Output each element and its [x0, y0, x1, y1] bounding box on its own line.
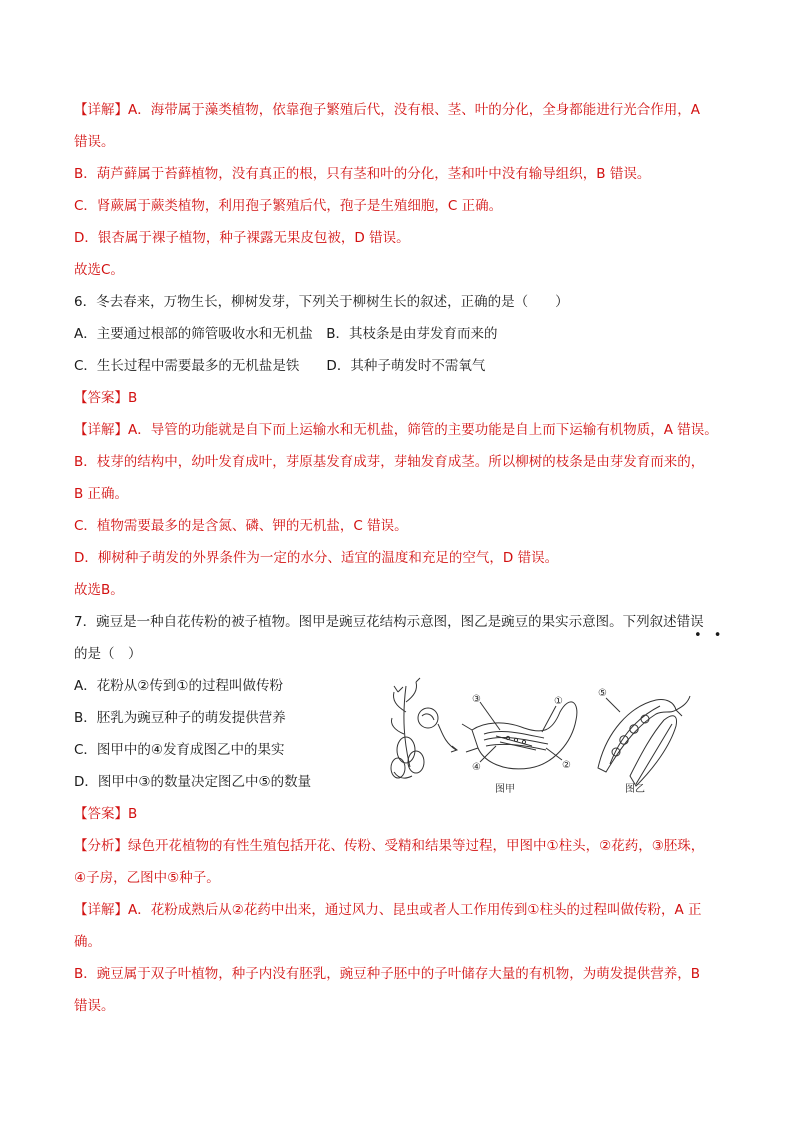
q6-explanation-line: D．柳树种子萌发的外界条件为一定的水分、适宜的温度和充足的空气，D 错误。: [74, 550, 559, 566]
figure-caption-b: 图乙: [625, 784, 645, 795]
pea-pod-illustration: [598, 696, 690, 786]
q5-conclusion: 故选C。: [74, 262, 124, 278]
emphasis-dots: • •: [694, 628, 726, 643]
q7-option-b: B．胚乳为豌豆种子的萌发提供营养: [74, 710, 286, 726]
q7-explanation-line: 错误。: [74, 998, 115, 1014]
figure-label-2: ②: [562, 760, 571, 771]
q5-explanation-line: B．葫芦藓属于苔藓植物，没有真正的根，只有茎和叶的分化，茎和叶中没有输导组织，B 错误。: [74, 166, 651, 182]
q7-option-d: D．图甲中③的数量决定图乙中⑤的数量: [74, 774, 312, 790]
q7-option-a: A．花粉从②传到①的过程叫做传粉: [74, 678, 283, 694]
q6-explanation-line: B 正确。: [74, 486, 129, 502]
figure-label-3: ③: [472, 694, 481, 705]
q5-explanation-line: D．银杏属于裸子植物，种子裸露无果皮包被，D 错误。: [74, 230, 410, 246]
q7-explanation-line: B．豌豆属于双子叶植物，种子内没有胚乳，豌豆种子胚中的子叶储存大量的有机物，为萌发提供营养，B: [74, 966, 701, 982]
q6-stem: 6．冬去春来，万物生长，柳树发芽，下列关于柳树生长的叙述，正确的是（ ）: [74, 294, 569, 310]
q5-explanation-line: 错误。: [74, 134, 115, 150]
q6-explanation-line: B．枝芽的结构中，幼叶发育成叶，芽原基发育成芽，芽轴发育成茎。所以柳树的枝条是由芽发育而来的，: [74, 454, 705, 470]
q6-options-ab: A．主要通过根部的筛管吸收水和无机盐 B．其枝条是由芽发育而来的: [74, 326, 498, 342]
pea-flower-section: [462, 702, 577, 769]
figure-caption-a: 图甲: [495, 784, 515, 795]
q6-explanation-line: 【详解】A．导管的功能就是自下而上运输水和无机盐，筛管的主要功能是自上而下运输有机物质，A 错误。: [74, 422, 718, 438]
q7-stem: 7．豌豆是一种自花传粉的被子植物。图甲是豌豆花结构示意图，图乙是豌豆的果实示意图。下列叙述错误: [74, 614, 704, 630]
q7-analysis-line: 【分析】绿色开花植物的有性生殖包括开花、传粉、受精和结果等过程，甲图中①柱头，②花药，③胚珠，: [74, 838, 705, 854]
q5-explanation-line: C．肾蕨属于蕨类植物，利用孢子繁殖后代，孢子是生殖细胞，C 正确。: [74, 198, 503, 214]
figure-label-1: ①: [554, 696, 563, 707]
figure-label-4: ④: [472, 762, 481, 773]
q6-conclusion: 故选B。: [74, 582, 124, 598]
q6-options-cd: C．生长过程中需要最多的无机盐是铁 D．其种子萌发时不需氧气: [74, 358, 486, 374]
q7-explanation-line: 【详解】A．花粉成熟后从②花药中出来，通过风力、昆虫或者人工作用传到①柱头的过程叫做传粉，A 正: [74, 902, 702, 918]
pea-flower-and-fruit-figure: [384, 672, 704, 797]
q6-explanation-line: C．植物需要最多的是含氮、磷、钾的无机盐，C 错误。: [74, 518, 408, 534]
q7-stem: 的是（ ）: [74, 646, 142, 662]
figure-label-5: ⑤: [598, 688, 607, 699]
q7-analysis-line: ④子房，乙图中⑤种子。: [74, 870, 220, 886]
q7-option-c: C．图甲中的④发育成图乙中的果实: [74, 742, 285, 758]
pea-plant-illustration: [391, 678, 457, 778]
q7-explanation-line: 确。: [74, 934, 101, 950]
q6-answer: 【答案】B: [74, 390, 138, 406]
q7-answer: 【答案】B: [74, 806, 138, 822]
q5-explanation-line: 【详解】A．海带属于藻类植物，依靠孢子繁殖后代，没有根、茎、叶的分化，全身都能进行光合作用，A: [74, 102, 700, 118]
